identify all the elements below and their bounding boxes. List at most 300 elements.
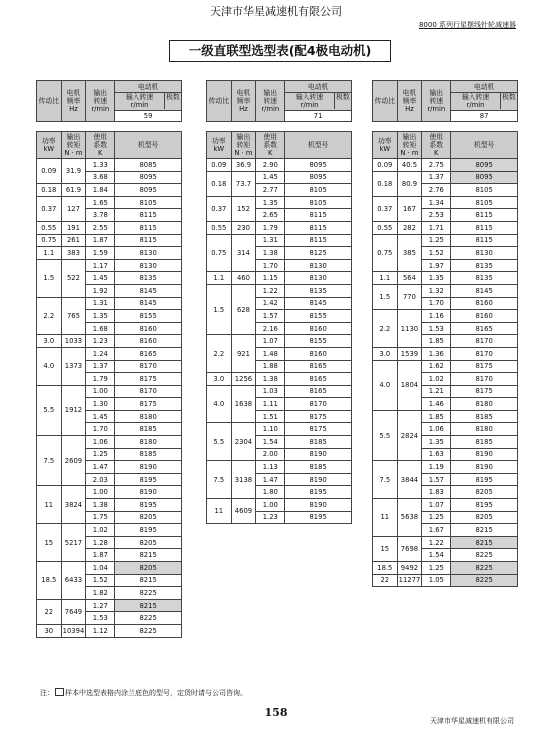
service-factor-value: 1.00: [256, 499, 285, 512]
power-header: 功率 kW: [37, 132, 62, 159]
service-factor-value: 1.06: [86, 436, 115, 449]
model-value: 8105: [285, 196, 352, 209]
power-value: 0.55: [373, 221, 398, 234]
model-value: 8180: [115, 410, 182, 423]
service-factor-value: 1.84: [86, 184, 115, 197]
table-row: [37, 624, 182, 637]
table-row: [207, 196, 352, 209]
model-value: 8165: [285, 360, 352, 373]
model-value: 8170: [115, 360, 182, 373]
model-value: 8135: [115, 272, 182, 285]
model-value: 8225: [451, 574, 518, 587]
service-factor-value: 1.25: [422, 511, 451, 524]
service-factor-value: 1.46: [422, 398, 451, 411]
model-value: 8095: [285, 171, 352, 184]
model-value: 8195: [285, 511, 352, 524]
torque-value: 10394: [61, 624, 86, 637]
footer-company: 天津市华星减速机有限公司: [430, 717, 514, 725]
table-row: [207, 234, 352, 247]
model-value: 8205: [451, 511, 518, 524]
torque-header: 输出 转矩 N · m: [231, 132, 256, 159]
service-factor-value: 1.85: [422, 410, 451, 423]
model-value: 8095: [285, 159, 352, 172]
model-value: 8115: [285, 221, 352, 234]
torque-header: 输出 转矩 N · m: [61, 132, 86, 159]
torque-value: 1256: [231, 373, 256, 386]
power-value: 11: [373, 499, 398, 537]
model-value: 8155: [285, 335, 352, 348]
model-value: 8180: [115, 436, 182, 449]
model-value: 8145: [285, 297, 352, 310]
service-factor-value: 1.33: [86, 159, 115, 172]
model-value: 8180: [451, 423, 518, 436]
service-factor-value: 1.57: [256, 310, 285, 323]
power-value: 5.5: [207, 423, 232, 461]
table-row: [37, 81, 182, 111]
service-factor-value: 1.23: [86, 335, 115, 348]
table-row: [207, 423, 352, 436]
torque-value: 31.9: [61, 159, 86, 184]
torque-value: 261: [61, 234, 86, 247]
table-row: [373, 360, 518, 373]
model-value: 8160: [451, 310, 518, 323]
service-factor-value: 1.52: [422, 247, 451, 260]
torque-value: 61.9: [61, 184, 86, 197]
input-speed-header: 输入转速 r/min: [451, 93, 501, 109]
ratio-value: 87: [451, 111, 518, 122]
torque-value: 167: [397, 196, 422, 221]
service-factor-value: 1.06: [422, 423, 451, 436]
service-factor-value: 1.35: [86, 310, 115, 323]
table-row: [37, 221, 182, 234]
model-value: 8195: [115, 499, 182, 512]
table-row: [373, 562, 518, 575]
service-factor-value: 1.82: [86, 587, 115, 600]
torque-value: 5638: [397, 499, 422, 537]
power-value: 0.18: [37, 184, 62, 197]
service-factor-value: 1.54: [256, 436, 285, 449]
torque-value: 7698: [397, 536, 422, 561]
service-factor-value: 1.47: [86, 461, 115, 474]
company-name: 天津市华星减速机有限公司: [210, 5, 342, 18]
model-value: 8170: [285, 398, 352, 411]
torque-value: 522: [61, 259, 86, 297]
service-factor-value: 1.10: [256, 423, 285, 436]
table-row: [37, 524, 182, 537]
torque-value: 1638: [231, 385, 256, 423]
model-value: 8095: [115, 171, 182, 184]
table-row: [207, 385, 352, 398]
power-value: 1.1: [207, 272, 232, 285]
model-value: 8085: [115, 159, 182, 172]
service-factor-value: 1.02: [86, 524, 115, 537]
table-row: [207, 461, 352, 474]
frequency-header: 电机 频率 Hz: [397, 81, 422, 122]
model-value: 8175: [285, 410, 352, 423]
service-factor-value: 1.92: [86, 284, 115, 297]
power-value: 15: [37, 524, 62, 562]
table-row: [373, 234, 518, 247]
service-factor-value: 1.70: [422, 297, 451, 310]
model-value: 8190: [285, 499, 352, 512]
model-value: 8160: [285, 347, 352, 360]
table-row: [37, 132, 182, 159]
series-subtitle: 8000 系列行星摆线针轮减速器: [418, 21, 516, 29]
service-factor-value: 2.77: [256, 184, 285, 197]
page-title: 一级直联型选型表(配4极电动机): [169, 40, 391, 62]
highlight-legend-swatch: [55, 688, 64, 696]
service-factor-value: 1.45: [256, 171, 285, 184]
power-value: 1.5: [373, 284, 398, 309]
table-row: [37, 297, 182, 310]
torque-value: 1033: [61, 335, 86, 348]
service-factor-value: 1.87: [86, 549, 115, 562]
service-factor-value: 1.17: [86, 259, 115, 272]
table-row: [37, 436, 182, 449]
model-value: 8115: [115, 209, 182, 222]
service-factor-value: 1.45: [86, 410, 115, 423]
torque-value: 385: [397, 234, 422, 272]
model-value: 8170: [115, 385, 182, 398]
service-factor-value: 1.47: [256, 473, 285, 486]
table-spacer: [207, 122, 352, 132]
model-value: 8185: [451, 436, 518, 449]
service-factor-value: 2.65: [256, 209, 285, 222]
model-value: 8215: [451, 524, 518, 537]
power-value: 0.37: [37, 196, 62, 221]
service-factor-value: 1.25: [422, 234, 451, 247]
footnote: [40, 688, 247, 698]
torque-value: 2824: [397, 410, 422, 460]
service-factor-value: 1.00: [86, 486, 115, 499]
table-row: [207, 272, 352, 285]
model-value: 8130: [115, 259, 182, 272]
power-value: 0.18: [373, 171, 398, 196]
table-row: [373, 122, 518, 132]
service-factor-value: 3.78: [86, 209, 115, 222]
model-value: 8145: [115, 284, 182, 297]
footnote-text: 样本中选型表格内涂兰底色的型号，定货时请与公司咨询。: [65, 689, 247, 697]
model-value: 8190: [115, 486, 182, 499]
table-row: [37, 234, 182, 247]
service-factor-value: 1.13: [256, 461, 285, 474]
model-header: 机型号: [285, 132, 352, 159]
torque-value: 564: [397, 272, 422, 285]
power-value: 15: [373, 536, 398, 561]
page-number: 158: [264, 706, 288, 719]
torque-value: 460: [231, 272, 256, 285]
service-factor-value: 1.52: [86, 574, 115, 587]
service-factor-value: 1.57: [422, 473, 451, 486]
power-value: 1.1: [37, 247, 62, 260]
table-row: [207, 171, 352, 184]
model-value: 8185: [285, 461, 352, 474]
service-factor-value: 1.16: [422, 310, 451, 323]
service-factor-value: 1.24: [86, 347, 115, 360]
table-row: [37, 335, 182, 348]
model-value: 8165: [451, 322, 518, 335]
service-factor-value: 1.22: [256, 284, 285, 297]
model-value: 8130: [451, 247, 518, 260]
service-factor-value: 1.36: [422, 347, 451, 360]
service-factor-value: 1.71: [422, 221, 451, 234]
service-factor-value: 1.37: [86, 360, 115, 373]
table-row: [373, 221, 518, 234]
model-value: 8115: [451, 209, 518, 222]
service-factor-value: 1.85: [422, 335, 451, 348]
service-factor-value: 1.35: [422, 272, 451, 285]
power-value: 0.75: [373, 234, 398, 272]
table-row: [373, 272, 518, 285]
model-value: 8180: [451, 398, 518, 411]
table-row: [207, 284, 352, 297]
table-row: [37, 562, 182, 575]
table-row: [207, 159, 352, 172]
service-factor-value: 1.53: [86, 612, 115, 625]
model-value: 8105: [451, 196, 518, 209]
model-value: 8190: [285, 473, 352, 486]
model-value: 8155: [285, 310, 352, 323]
service-factor-value: 2.75: [422, 159, 451, 172]
model-header: 机型号: [115, 132, 182, 159]
table-row: [37, 196, 182, 209]
footnote-prefix: 注：: [40, 689, 54, 697]
torque-value: 7649: [61, 599, 86, 624]
model-value: 8195: [115, 524, 182, 537]
torque-value: 2609: [61, 436, 86, 486]
service-factor-value: 1.87: [86, 234, 115, 247]
output-speed-header: 输出 转速 r/min: [422, 81, 451, 122]
model-value: 8095: [451, 159, 518, 172]
power-value: 11: [37, 486, 62, 524]
table-row: [207, 81, 352, 111]
service-factor-value: 1.68: [86, 322, 115, 335]
model-value: 8095: [115, 184, 182, 197]
power-value: 1.5: [207, 284, 232, 334]
ratio-value: 71: [285, 111, 352, 122]
torque-value: 770: [397, 284, 422, 309]
torque-value: 191: [61, 221, 86, 234]
table-row: [373, 310, 518, 323]
ratio-header: 传动比: [373, 81, 398, 122]
service-factor-value: 1.67: [422, 524, 451, 537]
torque-value: 152: [231, 196, 256, 221]
power-value: 3.0: [207, 373, 232, 386]
model-value: 8115: [285, 209, 352, 222]
service-factor-value: 1.19: [422, 461, 451, 474]
torque-value: 765: [61, 297, 86, 335]
service-factor-value: 1.79: [256, 221, 285, 234]
model-value: 8215: [115, 574, 182, 587]
service-factor-value: 1.04: [86, 562, 115, 575]
input-speed-header: 输入转速 r/min: [115, 93, 165, 109]
service-factor-value: 2.03: [86, 473, 115, 486]
service-factor-value: 1.97: [422, 259, 451, 272]
service-factor-value: 1.21: [422, 385, 451, 398]
input-speed-header: 输入转速 r/min: [285, 93, 335, 109]
motor-header: 电动机: [115, 82, 181, 93]
model-value: 8175: [285, 423, 352, 436]
service-factor-value: 1.38: [256, 247, 285, 260]
poles-header: 极数: [336, 93, 350, 101]
model-value: 8105: [285, 184, 352, 197]
model-value: 8160: [285, 322, 352, 335]
power-value: 5.5: [37, 385, 62, 435]
table-row: [207, 499, 352, 512]
service-factor-value: 1.62: [422, 360, 451, 373]
service-factor-value: 2.16: [256, 322, 285, 335]
torque-value: 3844: [397, 461, 422, 499]
torque-value: 73.7: [231, 171, 256, 196]
ratio-header: 传动比: [207, 81, 232, 122]
model-value: 8130: [285, 272, 352, 285]
table-row: [373, 410, 518, 423]
service-factor-value: 1.65: [86, 196, 115, 209]
model-value: 8175: [115, 373, 182, 386]
selection-table-ratio-59: [36, 80, 182, 638]
model-value: 8105: [115, 196, 182, 209]
model-value: 8165: [285, 373, 352, 386]
power-value: 5.5: [373, 410, 398, 460]
service-factor-value: 1.28: [86, 536, 115, 549]
service-factor-value: 1.75: [86, 511, 115, 524]
power-value: 4.0: [373, 360, 398, 410]
model-value: 8160: [115, 335, 182, 348]
frequency-header: 电机 频率 Hz: [231, 81, 256, 122]
service-factor-header: 使用 系数 K: [422, 132, 451, 159]
output-speed-header: 输出 转速 r/min: [86, 81, 115, 122]
model-value: 8225: [115, 624, 182, 637]
table-row: [37, 122, 182, 132]
service-factor-value: 1.80: [256, 486, 285, 499]
table-row: [207, 221, 352, 234]
torque-value: 628: [231, 284, 256, 334]
model-value: 8175: [451, 385, 518, 398]
torque-header: 输出 转矩 N · m: [397, 132, 422, 159]
power-value: 3.0: [373, 347, 398, 360]
service-factor-value: 3.68: [86, 171, 115, 184]
motor-header: 电动机: [285, 82, 351, 93]
motor-header: 电动机: [451, 82, 517, 93]
torque-value: 921: [231, 335, 256, 373]
model-value: 8105: [451, 184, 518, 197]
service-factor-value: 1.53: [422, 322, 451, 335]
service-factor-value: 1.11: [256, 398, 285, 411]
power-value: 0.18: [207, 171, 232, 196]
torque-value: 230: [231, 221, 256, 234]
power-value: 22: [373, 574, 398, 587]
service-factor-value: 1.35: [422, 436, 451, 449]
power-value: 7.5: [373, 461, 398, 499]
power-value: 1.5: [37, 259, 62, 297]
model-value: 8130: [285, 259, 352, 272]
model-value: 8185: [115, 448, 182, 461]
model-value: 8170: [451, 347, 518, 360]
power-value: 4.0: [207, 385, 232, 423]
service-factor-value: 1.88: [256, 360, 285, 373]
model-value: 8175: [451, 360, 518, 373]
table-row: [37, 247, 182, 260]
service-factor-value: 1.31: [86, 297, 115, 310]
torque-value: 36.9: [231, 159, 256, 172]
service-factor-value: 1.83: [422, 486, 451, 499]
service-factor-value: 1.00: [86, 385, 115, 398]
service-factor-value: 1.38: [256, 373, 285, 386]
model-value: 8165: [285, 385, 352, 398]
table-row: [373, 574, 518, 587]
service-factor-value: 1.32: [422, 284, 451, 297]
service-factor-value: 1.35: [256, 196, 285, 209]
service-factor-header: 使用 系数 K: [256, 132, 285, 159]
model-value: 8185: [115, 423, 182, 436]
model-value: 8170: [451, 335, 518, 348]
table-row: [207, 373, 352, 386]
poles-header: 极数: [502, 93, 516, 101]
service-factor-value: 1.07: [256, 335, 285, 348]
model-value: 8160: [115, 322, 182, 335]
torque-value: 127: [61, 196, 86, 221]
model-value: 8095: [451, 171, 518, 184]
table-row: [207, 132, 352, 159]
selection-table-ratio-87: [372, 80, 518, 587]
power-value: 0.75: [207, 234, 232, 272]
frequency-header: 电机 频率 Hz: [61, 81, 86, 122]
model-value: 8155: [115, 310, 182, 323]
model-value: 8215: [115, 549, 182, 562]
service-factor-value: 1.30: [86, 398, 115, 411]
model-value: 8225: [451, 549, 518, 562]
power-header: 功率 kW: [207, 132, 232, 159]
model-value: 8145: [451, 284, 518, 297]
service-factor-value: 1.51: [256, 410, 285, 423]
table-row: [37, 259, 182, 272]
power-value: 7.5: [37, 436, 62, 486]
model-value: 8115: [285, 234, 352, 247]
power-value: 0.09: [37, 159, 62, 184]
model-value: 8115: [451, 234, 518, 247]
torque-value: 3138: [231, 461, 256, 499]
model-value: 8195: [285, 486, 352, 499]
torque-value: 80.9: [397, 171, 422, 196]
model-value: 8145: [115, 297, 182, 310]
motor-header-group: [285, 81, 352, 111]
power-value: 2.2: [37, 297, 62, 335]
model-value: 8115: [451, 221, 518, 234]
power-header: 功率 kW: [373, 132, 398, 159]
torque-value: 1539: [397, 347, 422, 360]
table-row: [37, 385, 182, 398]
model-value: 8215: [115, 599, 182, 612]
torque-value: 1130: [397, 310, 422, 348]
model-value: 8115: [115, 221, 182, 234]
table-spacer: [373, 122, 518, 132]
model-value: 8205: [115, 562, 182, 575]
model-value: 8205: [115, 511, 182, 524]
table-row: [373, 159, 518, 172]
motor-header-group: [451, 81, 518, 111]
model-header: 机型号: [451, 132, 518, 159]
model-value: 8175: [115, 398, 182, 411]
model-value: 8185: [451, 410, 518, 423]
torque-value: 6433: [61, 562, 86, 600]
table-row: [373, 499, 518, 512]
service-factor-value: 2.90: [256, 159, 285, 172]
service-factor-value: 1.42: [256, 297, 285, 310]
torque-value: 2304: [231, 423, 256, 461]
ratio-header: 传动比: [37, 81, 62, 122]
service-factor-value: 2.00: [256, 448, 285, 461]
ratio-value: 59: [115, 111, 182, 122]
